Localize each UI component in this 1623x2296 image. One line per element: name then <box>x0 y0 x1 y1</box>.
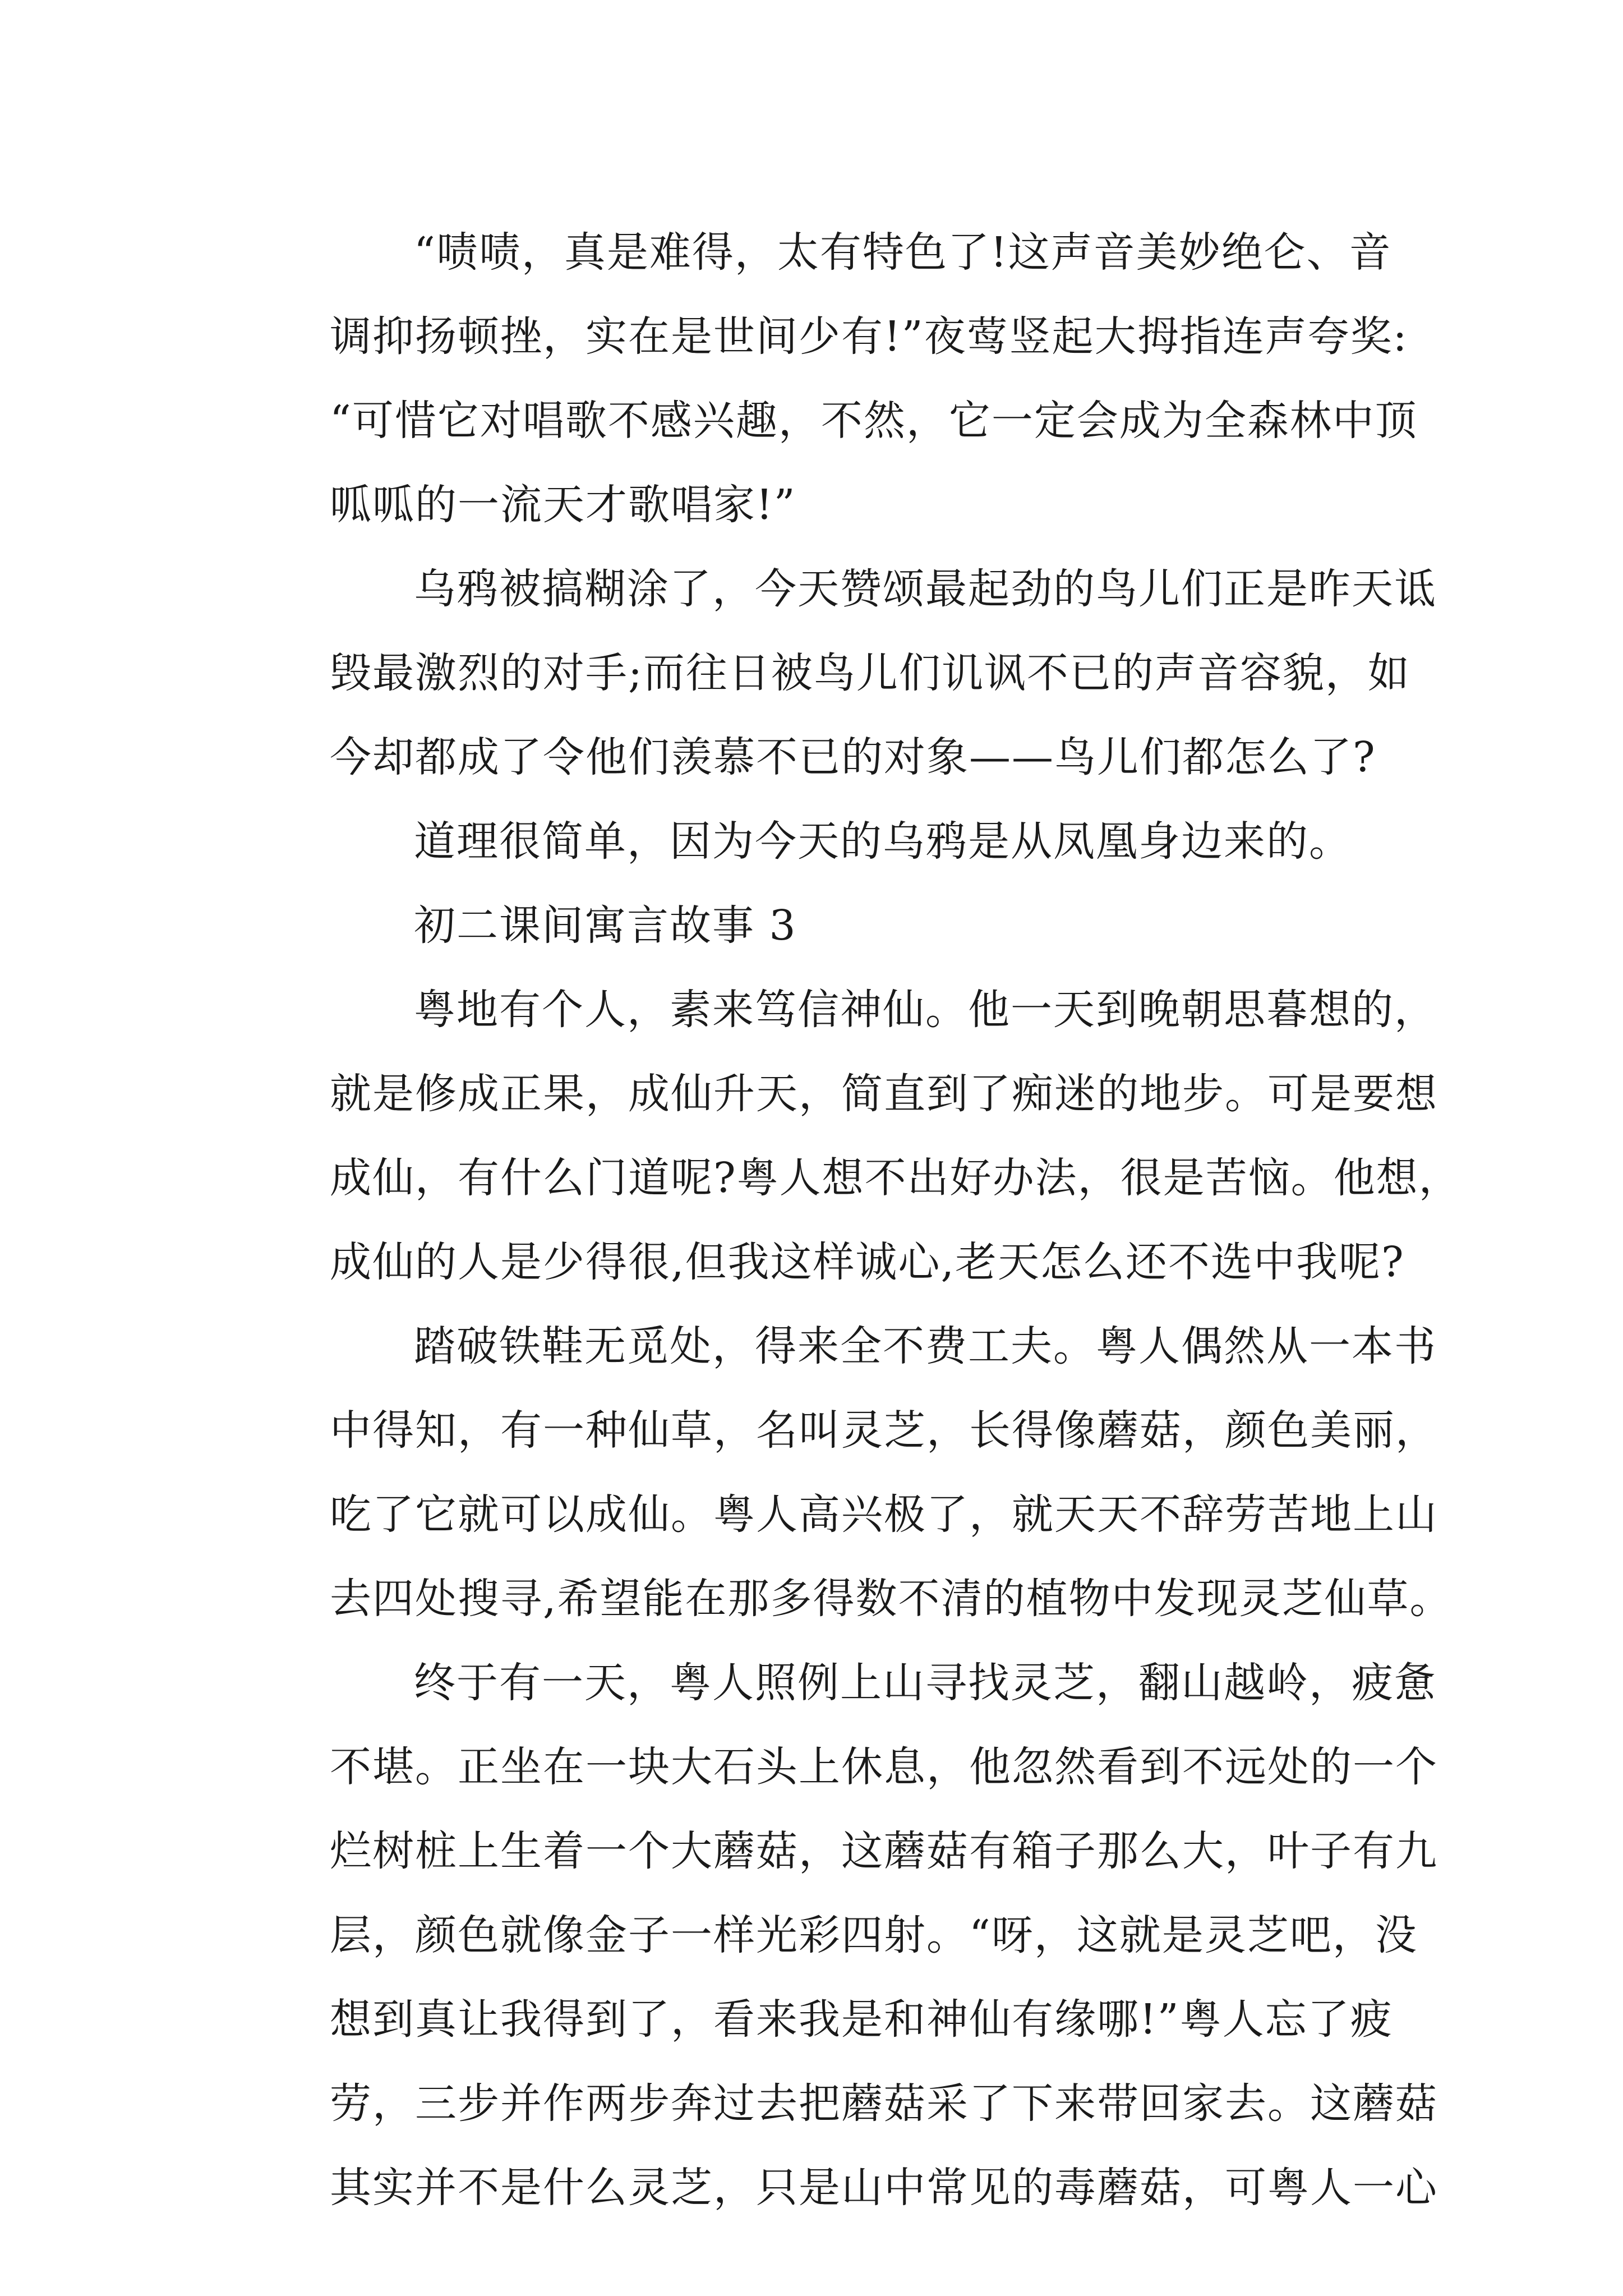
text-line: 呱呱的一流天才歌唱家!” <box>330 481 796 529</box>
text-line: 成仙，有什么门道呢?粤人想不出好办法，很是苦恼。他想， <box>330 1154 1461 1202</box>
text-line: 想到真让我得到了，看来我是和神仙有缘哪!”粤人忘了疲 <box>330 1995 1393 2044</box>
text-line: “啧啧，真是难得，太有特色了!这声音美妙绝仑、音 <box>414 228 1392 277</box>
paragraph-crow-confused <box>247 547 1437 799</box>
paragraph-mushroom-found <box>247 1641 1438 2230</box>
text-line: 烂树桩上生着一个大蘑菇，这蘑菇有箱子那么大，叶子有九 <box>330 1827 1438 1875</box>
text-line: 去四处搜寻,希望能在那多得数不清的植物中发现灵芝仙草。 <box>330 1575 1453 1623</box>
text-line: 成仙的人是少得很,但我这样诚心,老天怎么还不选中我呢? <box>330 1238 1405 1286</box>
body-text <box>247 210 1461 2230</box>
section-heading <box>247 884 1380 968</box>
heading-line: 初二课间寓言故事 3 <box>414 901 797 950</box>
text-line: 劳，三步并作两步奔过去把蘑菇采了下来带回家去。这蘑菇 <box>330 2079 1438 2128</box>
text-line: 粤地有个人，素来笃信神仙。他一天到晚朝思暮想的， <box>414 986 1437 1034</box>
paragraph-nightingale-praise <box>247 210 1418 547</box>
text-line: 毁最激烈的对手;而往日被鸟儿们讥讽不已的声音容貌，如 <box>330 649 1410 697</box>
text-line: 中得知，有一种仙草，名叫灵芝，长得像蘑菇，颜色美丽， <box>330 1406 1438 1455</box>
paragraph-yue-man-intro <box>247 968 1461 1304</box>
paragraph-moral <box>247 799 1380 884</box>
text-line: 吃了它就可以成仙。粤人高兴极了，就天天不辞劳苦地上山 <box>330 1490 1438 1539</box>
text-line: 不堪。正坐在一块大石头上休息，他忽然看到不远处的一个 <box>330 1743 1438 1791</box>
text-line: 今却都成了令他们羡慕不已的对象——鸟儿们都怎么了? <box>330 733 1376 781</box>
text-line: 调抑扬顿挫，实在是世间少有!”夜莺竖起大拇指连声夸奖: <box>330 312 1408 361</box>
text-line: 就是修成正果，成仙升天，简直到了痴迷的地步。可是要想 <box>330 1070 1438 1118</box>
text-line: 道理很简单，因为今天的乌鸦是从凤凰身边来的。 <box>414 817 1352 866</box>
text-line: “可惜它对唱歌不感兴趣，不然，它一定会成为全森林中顶 <box>330 397 1418 445</box>
text-line: 踏破铁鞋无觅处，得来全不费工夫。粤人偶然从一本书 <box>414 1322 1437 1370</box>
text-line: 终于有一天，粤人照例上山寻找灵芝，翻山越岭，疲惫 <box>414 1659 1437 1707</box>
paragraph-lingzhi-search <box>247 1304 1453 1641</box>
text-line: 其实并不是什么灵芝，只是山中常见的毒蘑菇，可粤人一心 <box>330 2164 1438 2212</box>
text-line: 乌鸦被搞糊涂了，今天赞颂最起劲的鸟儿们正是昨天诋 <box>414 565 1437 613</box>
text-line: 层，颜色就像金子一样光彩四射。“呀，这就是灵芝吧，没 <box>330 1911 1418 1959</box>
